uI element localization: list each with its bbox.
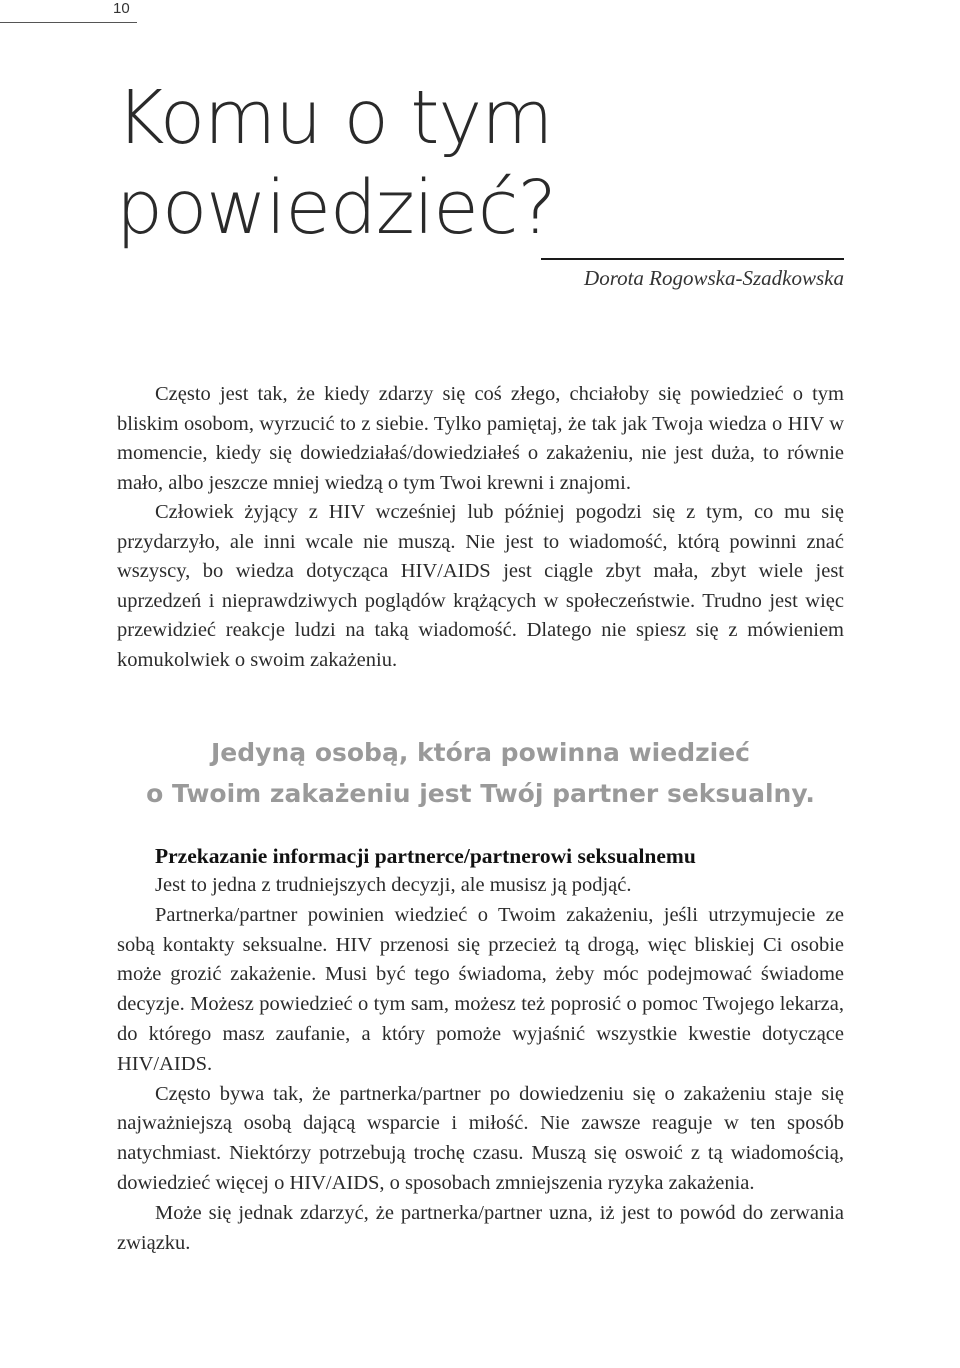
pull-quote-line-2: o Twoim zakażeniu jest Twój partner seksualny. — [146, 779, 815, 808]
page-number: 10 — [113, 0, 130, 17]
author-rule — [541, 258, 844, 260]
section-heading: Przekazanie informacji partnerce/partnerowi seksualnemu — [155, 844, 696, 868]
section-paragraph: Jest to jedna z trudniejszych decyzji, ale musisz ją podjąć. — [155, 874, 632, 896]
section-partner-disclosure — [117, 842, 844, 1258]
pull-quote — [117, 732, 844, 814]
intro-paragraph: Często jest tak, że kiedy zdarzy się coś złego, chciałoby się powiedzieć o tym bliskim osobom, wyrzucić to z siebie. Tylko pamiętaj, że tak jak Twoja wiedza o HIV w momencie, kiedy się dowiedziałaś/dowiedziałeś o zakażeniu, nie jest duża, to równie mało, albo jeszcze mniej wiedzą o tym Twoi krewni i znajomi. — [117, 383, 844, 494]
section-paragraph: Może się jednak zdarzyć, że partnerka/partner uzna, iż jest to powód do zerwania związku. — [117, 1201, 844, 1254]
page-number-rule — [0, 22, 137, 23]
intro-paragraph: Człowiek żyjący z HIV wcześniej lub później pogodzi się z tym, co mu się przydarzyło, ale inni wcale nie muszą. Nie jest to wiadomość, którą powinni znać wszyscy, bo wiedza dotycząca HIV/AIDS jest ciągle zbyt mała, zbyt wiele jest uprzedzeń i nieprawdziwych poglądów krążących w społeczeństwie. Trudno jest więc przewidzieć reakcje ludzi na taką wiadomość. Dlatego nie spiesz się z mówieniem komukolwiek o swoim zakażeniu. — [117, 501, 844, 671]
section-paragraph: Partnerka/partner powinien wiedzieć o Twoim zakażeniu, jeśli utrzymujecie ze sobą kontakty seksualne. HIV przenosi się przecież tą drogą, więc bliskiej Ci osobie może grozić zakażenie. Musi być tego świadoma, żeby móc podejmować świadome decyzje. Możesz powiedzieć o tym sam, możesz też poprosić o pomoc Twojego lekarza, do którego masz zaufanie, a który pomoże wyjaśnić wszystkie kwestie dotyczące HIV/AIDS. — [117, 903, 844, 1075]
chapter-title-line-1: Komu o tym — [116, 75, 553, 161]
pull-quote-line-1: Jedyną osobą, która powinna wiedzieć — [211, 738, 750, 767]
author-name: Dorota Rogowska-Szadkowska — [584, 266, 844, 290]
intro-text — [117, 380, 844, 675]
chapter-title-line-2: powiedzieć? — [116, 165, 556, 251]
section-paragraph: Często bywa tak, że partnerka/partner po dowiedzeniu się o zakażeniu staje się najważniejszą osobą dającą wsparcie i miłość. Nie zawsze reaguje w ten sposób natychmiast. Niektórzy potrzebują trochę czasu. Muszą się oswoić z tą wiadomością, dowiedzieć więcej o HIV/AIDS, o sposobach zmniejszenia ryzyka zakażenia. — [117, 1082, 844, 1194]
chapter-title — [116, 73, 556, 253]
